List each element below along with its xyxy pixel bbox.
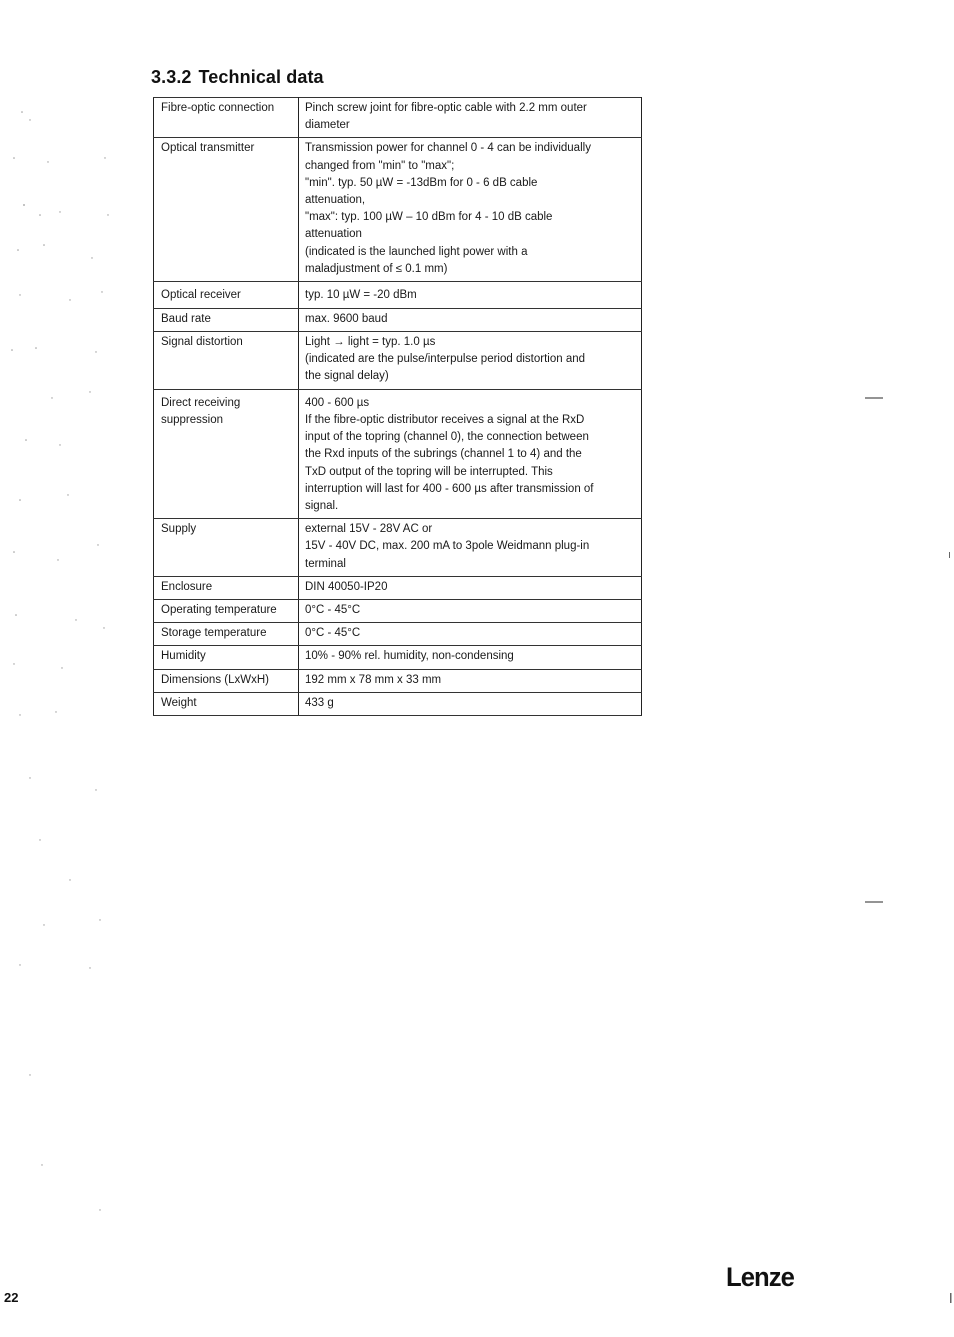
spec-row-optical-receiver — [154, 282, 642, 308]
spec-value: max. 9600 baud — [299, 308, 642, 331]
spec-label: Weight — [154, 692, 299, 715]
spec-label: Fibre-optic connection — [154, 98, 299, 138]
brand-logo: Lenze — [726, 1262, 794, 1292]
spec-row-dimensions — [154, 669, 642, 692]
spec-label: Storage temperature — [154, 623, 299, 646]
spec-label: Supply — [154, 519, 299, 577]
page-number: 22 — [4, 1290, 19, 1305]
spec-row-optical-transmitter — [154, 138, 642, 282]
spec-row-signal-distortion — [154, 331, 642, 389]
spec-value: 0°C - 45°C — [299, 623, 642, 646]
spec-label: Signal distortion — [154, 331, 299, 389]
spec-row-storage-temperature — [154, 623, 642, 646]
spec-label: Direct receiving suppression — [154, 389, 299, 518]
spec-label: Humidity — [154, 646, 299, 669]
spec-row-enclosure — [154, 576, 642, 599]
spec-row-humidity — [154, 646, 642, 669]
spec-value: Pinch screw joint for fibre-optic cable with 2.2 mm outer diameter — [299, 98, 642, 138]
spec-row-baud-rate — [154, 308, 642, 331]
spec-label: Operating temperature — [154, 600, 299, 623]
spec-label: Optical transmitter — [154, 138, 299, 282]
spec-row-weight — [154, 692, 642, 715]
spec-value: 10% - 90% rel. humidity, non-condensing — [299, 646, 642, 669]
spec-value: Transmission power for channel 0 - 4 can be individually changed from "min" to "max"; "min". typ. 50 µW = -13dBm for 0 - 6 dB cable attenuation, "max": typ. 100 µW – 10 dBm for 4 - 10 dB cable attenuation (indicated is the launched light power with a maladjustment of ≤ 0.1 mm) — [299, 138, 642, 282]
section-title: Technical data — [198, 67, 324, 87]
spec-value: DIN 40050-IP20 — [299, 576, 642, 599]
spec-value: 0°C - 45°C — [299, 600, 642, 623]
technical-data-table — [153, 97, 642, 716]
spec-row-operating-temperature — [154, 600, 642, 623]
spec-label: Enclosure — [154, 576, 299, 599]
spec-row-fibre-optic-connection — [154, 98, 642, 138]
spec-value: typ. 10 µW = -20 dBm — [299, 282, 642, 308]
spec-row-direct-receiving-suppression — [154, 389, 642, 518]
spec-value: external 15V - 28V AC or 15V - 40V DC, max. 200 mA to 3pole Weidmann plug-in terminal — [299, 519, 642, 577]
spec-label: Dimensions (LxWxH) — [154, 669, 299, 692]
spec-value: 400 - 600 µs If the fibre-optic distributor receives a signal at the RxD input of the topring (channel 0), the connection between the Rxd inputs of the subrings (channel 1 to 4) and the TxD output of the topring will be interrupted. This interruption will last for 400 - 600 µs after transmission of signal. — [299, 389, 642, 518]
spec-value: Light → light = typ. 1.0 µs (indicated are the pulse/interpulse period distortion and the signal delay) — [299, 331, 642, 389]
spec-value: 192 mm x 78 mm x 33 mm — [299, 669, 642, 692]
section-number: 3.3.2 — [151, 67, 192, 87]
spec-value: 433 g — [299, 692, 642, 715]
spec-label: Optical receiver — [154, 282, 299, 308]
spec-label: Baud rate — [154, 308, 299, 331]
spec-row-supply — [154, 519, 642, 577]
section-heading — [151, 67, 324, 88]
